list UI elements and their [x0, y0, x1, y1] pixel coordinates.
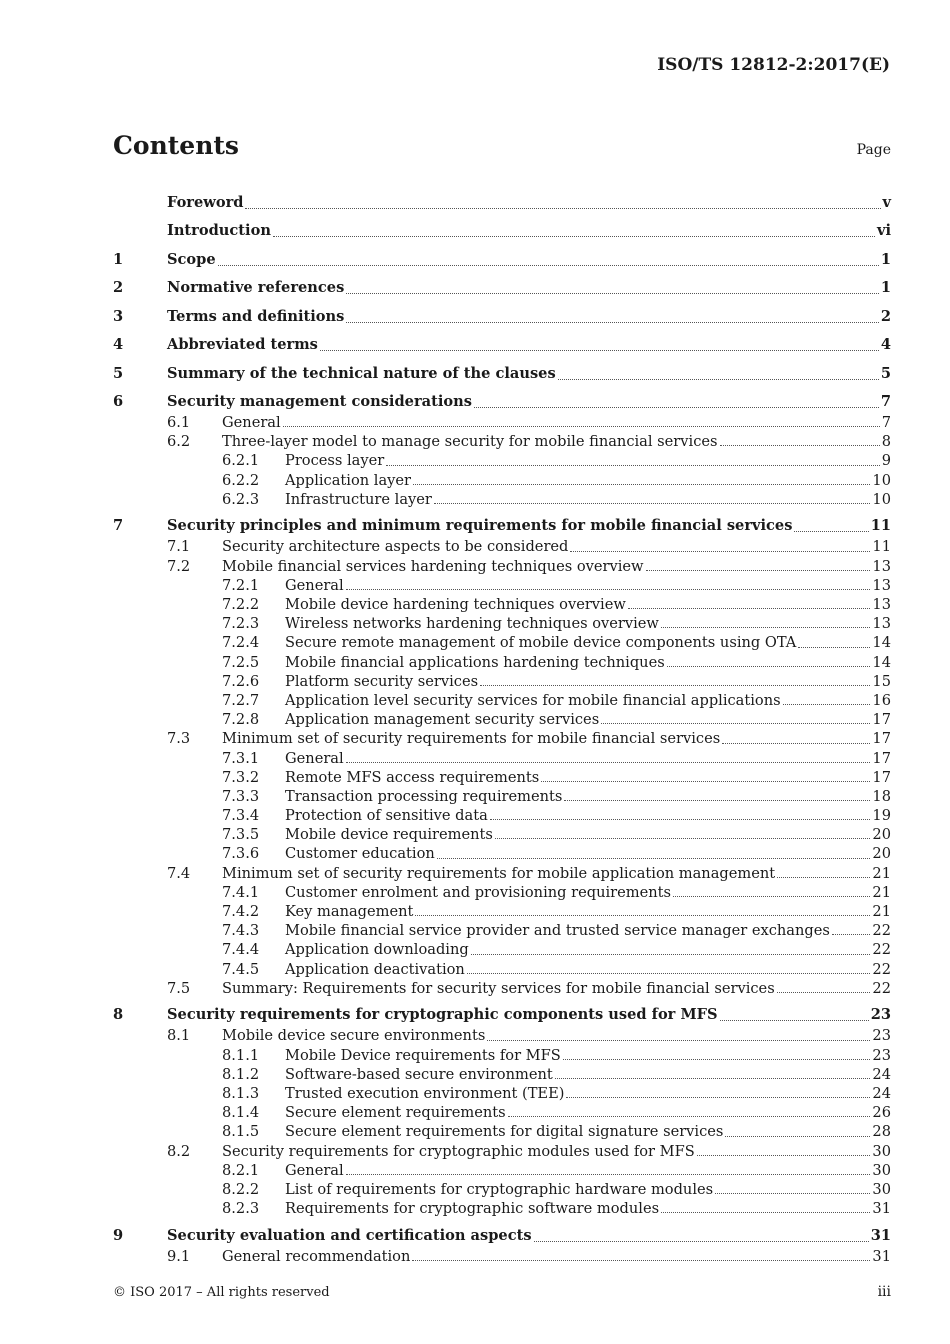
- toc-entry-title: Infrastructure layer: [285, 490, 432, 508]
- toc-leader-dots: [283, 425, 880, 427]
- toc-entry-page: 31: [870, 1226, 891, 1244]
- toc-entry-page: 11: [870, 517, 891, 535]
- toc-leader-dots: [495, 837, 871, 839]
- toc-entry-page: 4: [880, 336, 891, 353]
- toc-entry-number: 7.4: [167, 864, 191, 882]
- toc-entry-number: 7.2.6: [222, 672, 260, 690]
- toc-entry-number: 7.4.5: [222, 960, 260, 978]
- toc-entry-page: 1: [880, 279, 891, 296]
- toc-entry-page: 30: [872, 1161, 891, 1179]
- toc-leader-dots: [218, 264, 879, 266]
- toc-entry-number: 7.2: [167, 557, 191, 575]
- toc-entry-page: 19: [872, 807, 891, 825]
- toc-entry-title: Protection of sensitive data: [285, 807, 488, 825]
- toc-leader-dots: [437, 857, 871, 859]
- toc-entry-number: 2: [113, 279, 124, 296]
- toc-entry-number: 6.2.2: [222, 471, 260, 489]
- toc-entry-number: 8.2: [167, 1142, 191, 1160]
- toc-leader-dots: [346, 588, 871, 590]
- toc-entry-number: 8.1.4: [222, 1104, 260, 1122]
- toc-leader-dots: [320, 349, 879, 351]
- toc-entry-title: Platform security services: [285, 672, 479, 690]
- toc-leader-dots: [777, 991, 871, 993]
- toc-leader-dots: [555, 1077, 871, 1079]
- toc-entry-title: Application layer: [285, 471, 412, 489]
- toc-entry-number: 6.1: [167, 414, 191, 431]
- toc-entry[interactable]: [113, 614, 891, 633]
- toc-entry-number: 4: [113, 336, 124, 353]
- toc-entry-title: Software-based secure environment: [285, 1065, 553, 1083]
- toc-leader-dots: [413, 483, 870, 485]
- toc-leader-dots: [661, 626, 871, 628]
- toc-entry-page: 1: [880, 250, 891, 268]
- toc-entry-page: 23: [870, 1006, 891, 1024]
- toc-entry[interactable]: [113, 271, 891, 300]
- toc-leader-dots: [628, 607, 871, 609]
- toc-leader-dots: [720, 444, 880, 446]
- toc-entry-title: Security management considerations: [167, 393, 472, 410]
- toc-leader-dots: [563, 1058, 871, 1060]
- toc-entry-title: List of requirements for cryptographic hardware modules: [285, 1180, 714, 1198]
- toc-entry-number: 7.4.2: [222, 903, 260, 920]
- document-id: ISO/TS 12812-2:2017(E): [657, 55, 890, 75]
- toc-leader-dots: [798, 646, 870, 648]
- toc-entry-page: 9: [881, 452, 891, 470]
- toc-entry-title: Secure element requirements for digital signature services: [285, 1123, 724, 1141]
- toc-entry-title: Requirements for cryptographic software modules: [285, 1200, 660, 1218]
- toc-entry-number: 8.1.3: [222, 1085, 260, 1102]
- toc-leader-dots: [566, 1096, 870, 1098]
- toc-entry[interactable]: [113, 509, 891, 538]
- toc-entry-title: Security requirements for cryptographic components used for MFS: [167, 1006, 718, 1024]
- toc-entry[interactable]: [113, 940, 891, 959]
- toc-entry-title: Terms and definitions: [167, 307, 345, 325]
- toc-entry-number: 7.2.1: [222, 576, 260, 594]
- toc-entry-page: 31: [872, 1200, 891, 1218]
- toc-entry-page: 20: [872, 826, 891, 844]
- toc-entry[interactable]: [113, 242, 891, 271]
- toc-entry[interactable]: [113, 1065, 891, 1084]
- toc-entry-title: General: [222, 414, 281, 431]
- toc-entry[interactable]: [113, 729, 891, 748]
- toc-entry-number: 7.4.4: [222, 941, 260, 959]
- toc-entry[interactable]: [113, 356, 891, 385]
- toc-entry-title: Summary of the technical nature of the clauses: [167, 364, 556, 382]
- toc-entry-number: 7.3.3: [222, 787, 260, 805]
- toc-entry-number: 8.1.2: [222, 1065, 260, 1083]
- toc-entry-page: 14: [872, 653, 891, 671]
- toc-entry[interactable]: [113, 979, 891, 998]
- toc-entry-title: Remote MFS access requirements: [285, 768, 540, 786]
- toc-leader-dots: [646, 569, 871, 571]
- toc-entry-page: 23: [872, 1027, 891, 1045]
- toc-leader-dots: [434, 502, 871, 504]
- toc-entry-title: Mobile financial applications hardening techniques: [285, 653, 665, 671]
- toc-entry-page: 10: [872, 471, 891, 489]
- toc-entry-title: General recommendation: [222, 1247, 411, 1265]
- toc-leader-dots: [467, 972, 871, 974]
- toc-entry-number: 7.3.2: [222, 768, 260, 786]
- toc-entry[interactable]: [113, 537, 891, 556]
- toc-leader-dots: [534, 1240, 869, 1242]
- page-column-label: Page: [856, 142, 891, 158]
- toc-entry-number: 6.2.3: [222, 490, 260, 508]
- toc-leader-dots: [601, 722, 870, 724]
- toc-leader-dots: [474, 406, 879, 408]
- toc-entry[interactable]: [113, 691, 891, 710]
- toc-leader-dots: [673, 895, 870, 897]
- toc-entry[interactable]: [113, 471, 891, 490]
- toc-entry-title: Security requirements for cryptographic modules used for MFS: [222, 1142, 695, 1160]
- toc-entry-page: 13: [872, 615, 891, 633]
- toc-entry[interactable]: [113, 844, 891, 863]
- toc-leader-dots: [508, 1115, 871, 1117]
- toc-entry-page: 22: [872, 922, 891, 940]
- toc-leader-dots: [783, 703, 871, 705]
- toc-entry-page: 13: [872, 596, 891, 613]
- toc-entry-page: 20: [872, 845, 891, 863]
- toc-entry[interactable]: [113, 1161, 891, 1180]
- toc-entry-title: General: [285, 1161, 344, 1179]
- toc-entry-page: 31: [872, 1247, 891, 1265]
- toc-entry-page: 18: [872, 787, 891, 805]
- toc-entry-number: 7.2.5: [222, 653, 260, 671]
- toc-entry[interactable]: [113, 960, 891, 979]
- toc-entry-number: 8.1: [167, 1027, 191, 1045]
- toc-entry[interactable]: [113, 825, 891, 844]
- toc-entry[interactable]: [113, 921, 891, 940]
- toc-entry-title: Security evaluation and certification aspects: [167, 1226, 532, 1244]
- toc-leader-dots: [490, 818, 871, 820]
- toc-leader-dots: [720, 1019, 869, 1021]
- toc-entry-number: 6.2.1: [222, 452, 260, 470]
- toc-entry-number: 7.3.5: [222, 826, 260, 844]
- toc-leader-dots: [480, 684, 870, 686]
- toc-entry-title: Security principles and minimum requirements for mobile financial services: [167, 517, 793, 535]
- toc-entry[interactable]: [113, 998, 891, 1027]
- toc-entry-title: Mobile device hardening techniques overview: [285, 596, 626, 613]
- toc-leader-dots: [487, 1039, 870, 1041]
- toc-entry-title: Process layer: [285, 452, 385, 470]
- toc-entry-number: 7.4.3: [222, 922, 260, 940]
- toc-entry-page: 22: [872, 979, 891, 997]
- toc-entry-number: 8.1.5: [222, 1123, 260, 1141]
- toc-entry-title: Three-layer model to manage security for mobile financial services: [222, 433, 718, 451]
- toc-entry-page: 10: [872, 490, 891, 508]
- toc-entry[interactable]: [113, 557, 891, 576]
- toc-leader-dots: [346, 292, 879, 294]
- toc-leader-dots: [661, 1211, 870, 1213]
- toc-entry-page: 17: [872, 749, 891, 767]
- toc-leader-dots: [386, 464, 879, 466]
- toc-entry-title: Transaction processing requirements: [285, 787, 563, 805]
- toc-leader-dots: [541, 780, 870, 782]
- toc-entry[interactable]: [113, 672, 891, 691]
- toc-entry-page: 7: [881, 414, 891, 431]
- toc-entry-number: 7.2.3: [222, 615, 260, 633]
- toc-entry-page: 22: [872, 960, 891, 978]
- toc-entry-page: 7: [880, 393, 891, 410]
- toc-entry[interactable]: [113, 1122, 891, 1141]
- toc-entry-page: 30: [872, 1180, 891, 1198]
- toc-leader-dots: [415, 914, 870, 916]
- toc-leader-dots: [715, 1192, 870, 1194]
- toc-entry[interactable]: [113, 385, 891, 414]
- toc-entry-title: Minimum set of security requirements for mobile financial services: [222, 730, 721, 748]
- toc-entry-number: 7.2.4: [222, 634, 260, 652]
- toc-leader-dots: [273, 235, 875, 237]
- toc-leader-dots: [832, 933, 871, 935]
- toc-entry-number: 7.2.7: [222, 691, 260, 709]
- toc-entry-page: 26: [872, 1104, 891, 1122]
- toc-entry[interactable]: [113, 1199, 891, 1218]
- page-footer: [113, 1284, 891, 1300]
- toc-entry[interactable]: [113, 413, 891, 432]
- toc-entry-title: Security architecture aspects to be considered: [222, 538, 569, 556]
- toc-entry-page: 8: [881, 433, 891, 451]
- toc-leader-dots: [346, 1173, 871, 1175]
- toc-entry-title: Minimum set of security requirements for mobile application management: [222, 864, 776, 882]
- toc-entry-number: 8.2.2: [222, 1180, 260, 1198]
- toc-entry[interactable]: [113, 749, 891, 768]
- toc-entry-number: 7.3: [167, 730, 191, 748]
- toc-leader-dots: [346, 761, 871, 763]
- toc-entry-title: Mobile device secure environments: [222, 1027, 486, 1045]
- toc-entry-number: 1: [113, 250, 124, 268]
- toc-entry-page: 21: [872, 883, 891, 901]
- table-of-contents: [113, 185, 891, 1266]
- toc-leader-dots: [725, 1135, 870, 1137]
- toc-entry-title: Normative references: [167, 279, 345, 296]
- toc-entry-title: Application management security services: [285, 711, 600, 729]
- toc-leader-dots: [697, 1154, 871, 1156]
- toc-entry-page: 28: [872, 1123, 891, 1141]
- toc-leader-dots: [570, 550, 870, 552]
- toc-entry-number: 7.3.4: [222, 807, 260, 825]
- contents-title-row: [113, 131, 891, 160]
- toc-leader-dots: [412, 1259, 870, 1261]
- toc-entry[interactable]: [113, 1142, 891, 1161]
- toc-entry[interactable]: [113, 806, 891, 825]
- toc-entry-page: 17: [872, 730, 891, 748]
- toc-entry-number: 8.2.1: [222, 1161, 260, 1179]
- toc-entry-title: Summary: Requirements for security services for mobile financial services: [222, 979, 775, 997]
- toc-entry[interactable]: [113, 1103, 891, 1122]
- toc-entry[interactable]: [113, 185, 891, 214]
- toc-entry-page: 30: [872, 1142, 891, 1160]
- toc-entry[interactable]: [113, 595, 891, 614]
- toc-entry[interactable]: [113, 768, 891, 787]
- toc-entry-page: 23: [872, 1046, 891, 1064]
- toc-entry-number: 6.2: [167, 433, 191, 451]
- toc-entry-number: 7: [113, 517, 124, 535]
- toc-entry-number: 7.5: [167, 979, 191, 997]
- toc-entry-title: General: [285, 749, 344, 767]
- toc-leader-dots: [471, 953, 871, 955]
- toc-entry[interactable]: [113, 328, 891, 357]
- toc-entry[interactable]: [113, 1180, 891, 1199]
- toc-entry-title: Scope: [167, 250, 216, 268]
- toc-entry-number: 7.3.1: [222, 749, 260, 767]
- toc-entry-title: Key management: [285, 903, 414, 920]
- toc-entry-page: 17: [872, 768, 891, 786]
- toc-entry-page: 24: [872, 1065, 891, 1083]
- toc-entry[interactable]: [113, 653, 891, 672]
- toc-entry[interactable]: [113, 1084, 891, 1103]
- toc-leader-dots: [722, 742, 870, 744]
- toc-entry-number: 6: [113, 393, 124, 410]
- toc-entry-number: 9: [113, 1226, 124, 1244]
- toc-entry-number: 8: [113, 1006, 124, 1024]
- toc-entry[interactable]: [113, 214, 891, 243]
- toc-entry-number: 7.1: [167, 538, 191, 556]
- copyright-notice: © ISO 2017 – All rights reserved: [113, 1285, 330, 1300]
- toc-entry-title: Mobile Device requirements for MFS: [285, 1046, 561, 1064]
- toc-entry[interactable]: [113, 710, 891, 729]
- toc-entry-page: 21: [872, 903, 891, 920]
- toc-entry-title: Trusted execution environment (TEE): [285, 1085, 565, 1102]
- toc-entry[interactable]: [113, 787, 891, 806]
- toc-entry[interactable]: [113, 451, 891, 470]
- toc-entry-title: Mobile device requirements: [285, 826, 493, 844]
- toc-entry-page: 21: [872, 864, 891, 882]
- contents-heading: Contents: [113, 131, 240, 160]
- toc-entry[interactable]: [113, 1247, 891, 1266]
- toc-entry-page: 2: [880, 307, 891, 325]
- toc-leader-dots: [667, 665, 871, 667]
- toc-leader-dots: [777, 876, 870, 878]
- toc-entry-title: Mobile financial service provider and trusted service manager exchanges: [285, 922, 830, 940]
- toc-entry-title: Customer education: [285, 845, 435, 863]
- toc-entry[interactable]: [113, 864, 891, 883]
- toc-entry-title: General: [285, 576, 344, 594]
- toc-entry-page: 11: [872, 538, 891, 556]
- toc-entry[interactable]: [113, 1218, 891, 1247]
- toc-entry-number: 7.2.8: [222, 711, 260, 729]
- toc-leader-dots: [346, 321, 878, 323]
- toc-entry-page: 24: [872, 1085, 891, 1102]
- toc-entry-page: 14: [872, 634, 891, 652]
- toc-entry-title: Secure remote management of mobile device components using OTA: [285, 634, 797, 652]
- toc-entry-title: Application level security services for mobile financial applications: [285, 691, 781, 709]
- toc-leader-dots: [245, 207, 880, 209]
- toc-entry-page: 22: [872, 941, 891, 959]
- toc-entry-title: Application deactivation: [285, 960, 465, 978]
- toc-entry[interactable]: [113, 490, 891, 509]
- toc-entry-title: Application downloading: [285, 941, 469, 959]
- toc-entry[interactable]: [113, 1046, 891, 1065]
- toc-entry-page: 15: [872, 672, 891, 690]
- page-number: iii: [877, 1284, 891, 1300]
- toc-entry[interactable]: [113, 902, 891, 921]
- toc-entry[interactable]: [113, 633, 891, 652]
- toc-entry-number: 9.1: [167, 1247, 191, 1265]
- toc-entry-page: 17: [872, 711, 891, 729]
- toc-entry-title: Secure element requirements: [285, 1104, 506, 1122]
- toc-entry-number: 7.4.1: [222, 883, 260, 901]
- toc-entry[interactable]: [113, 1026, 891, 1045]
- toc-entry-number: 7.2.2: [222, 596, 260, 613]
- toc-leader-dots: [564, 799, 870, 801]
- toc-entry[interactable]: [113, 432, 891, 451]
- toc-entry[interactable]: [113, 883, 891, 902]
- toc-entry-title: Abbreviated terms: [167, 336, 318, 353]
- toc-entry-page: 5: [880, 364, 891, 382]
- toc-entry-title: Customer enrolment and provisioning requirements: [285, 883, 671, 901]
- toc-entry-number: 8.1.1: [222, 1046, 260, 1064]
- toc-entry-title: Wireless networks hardening techniques overview: [285, 615, 659, 633]
- toc-entry-title: Introduction: [167, 222, 271, 239]
- toc-entry-page: v: [882, 193, 891, 211]
- toc-entry-number: 8.2.3: [222, 1200, 260, 1218]
- toc-entry-number: 7.3.6: [222, 845, 260, 863]
- toc-entry-number: 3: [113, 307, 124, 325]
- toc-entry-number: 5: [113, 364, 124, 382]
- toc-entry[interactable]: [113, 576, 891, 595]
- toc-entry-title: Mobile financial services hardening techniques overview: [222, 557, 644, 575]
- toc-entry-page: 16: [872, 691, 891, 709]
- toc-leader-dots: [558, 378, 879, 380]
- toc-entry-page: 13: [872, 576, 891, 594]
- toc-entry-page: 13: [872, 557, 891, 575]
- toc-entry-page: vi: [876, 222, 891, 239]
- toc-entry[interactable]: [113, 299, 891, 328]
- toc-leader-dots: [794, 530, 868, 532]
- toc-entry-title: Foreword: [167, 193, 244, 211]
